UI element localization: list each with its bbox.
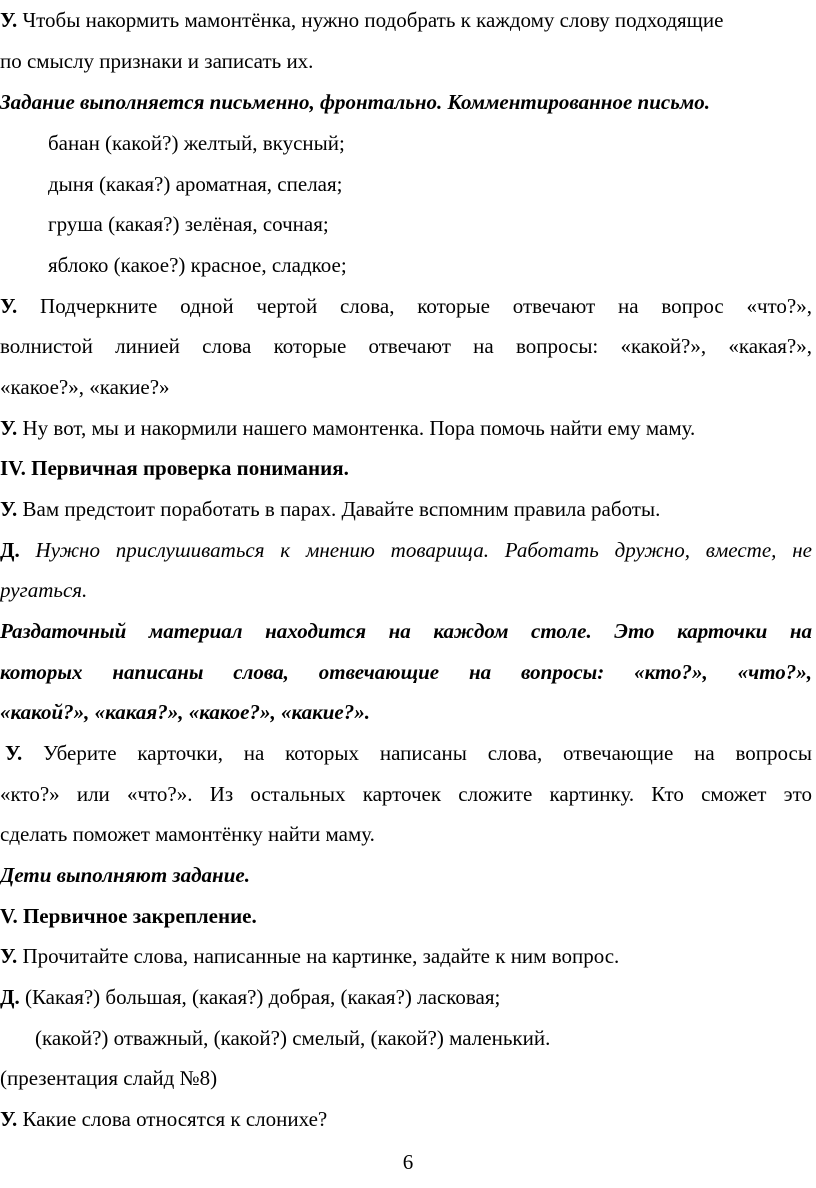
speaker-label: У. xyxy=(5,741,23,765)
line-11 xyxy=(0,413,812,443)
line-2: по смыслу признаки и записать их. xyxy=(0,49,314,73)
line-26: (какой?) отважный, (какой?) смелый, (какой?) маленький. xyxy=(35,1026,551,1050)
line-25 xyxy=(0,982,812,1012)
handout-note-2: которых написаны слова, отвечающие на вопросы: «кто?», «что?», xyxy=(0,660,812,684)
line-15: ругаться. xyxy=(0,578,88,602)
line-14 xyxy=(0,535,812,565)
example-melon: дыня (какая?) ароматная, спелая; xyxy=(48,172,343,196)
line-text: Ну вот, мы и накормили нашего мамонтенка. Пора помочь найти ему маму. xyxy=(17,416,696,440)
line-10: «какое?», «какие?» xyxy=(0,375,170,399)
line-text: Чтобы накормить мамонтёнка, нужно подобрать к каждому слову подходящие xyxy=(17,8,724,32)
example-banana: банан (какой?) желтый, вкусный; xyxy=(48,131,345,155)
page-number: 6 xyxy=(402,1150,414,1174)
line-text: Нужно прислушиваться к мнению товарища. Работать дружно, вместе, не xyxy=(19,538,812,562)
line-1 xyxy=(0,5,812,35)
handout-note-1: Раздаточный материал находится на каждом столе. Это карточки на xyxy=(0,619,812,643)
speaker-label: У. xyxy=(0,944,18,968)
line-9: волнистой линией слова которые отвечают на вопросы: «какой?», «какая?», xyxy=(0,334,812,358)
handout-note-3: «какой?», «какая?», «какое?», «какие?». xyxy=(0,700,371,724)
section-heading-v: V. Первичное закрепление. xyxy=(0,904,257,928)
line-text: Какие слова относятся к слонихе? xyxy=(17,1107,328,1131)
speaker-label: Д. xyxy=(0,985,20,1009)
line-text: Подчеркните одной чертой слова, которые отвечают на вопрос «что?», xyxy=(17,294,812,318)
line-28 xyxy=(0,1104,812,1134)
line-21: сделать поможет мамонтёнку найти маму. xyxy=(0,822,375,846)
speaker-label: У. xyxy=(0,8,18,32)
slide-reference: (презентация слайд №8) xyxy=(0,1066,218,1090)
line-text: Вам предстоит поработать в парах. Давайте вспомним правила работы. xyxy=(17,497,661,521)
example-pear: груша (какая?) зелёная, сочная; xyxy=(48,212,329,236)
line-19 xyxy=(5,738,812,768)
speaker-label: У. xyxy=(0,294,18,318)
task-note: Задание выполняется письменно, фронтально. Комментированное письмо. xyxy=(0,90,710,114)
line-24 xyxy=(0,941,812,971)
speaker-label: У. xyxy=(0,497,18,521)
line-text: Уберите карточки, на которых написаны слова, отвечающие на вопросы xyxy=(22,741,812,765)
children-task-note: Дети выполняют задание. xyxy=(0,863,250,887)
line-8 xyxy=(0,291,812,321)
speaker-label: У. xyxy=(0,416,18,440)
line-text: (Какая?) большая, (какая?) добрая, (какая?) ласковая; xyxy=(19,985,501,1009)
line-text: Прочитайте слова, написанные на картинке, задайте к ним вопрос. xyxy=(17,944,620,968)
line-20: «кто?» или «что?». Из остальных карточек сложите картинку. Кто сможет это xyxy=(0,782,812,806)
speaker-label: У. xyxy=(0,1107,18,1131)
line-13 xyxy=(0,494,812,524)
speaker-label: Д. xyxy=(0,538,20,562)
section-heading-iv: IV. Первичная проверка понимания. xyxy=(0,456,349,480)
example-apple: яблоко (какое?) красное, сладкое; xyxy=(48,253,347,277)
